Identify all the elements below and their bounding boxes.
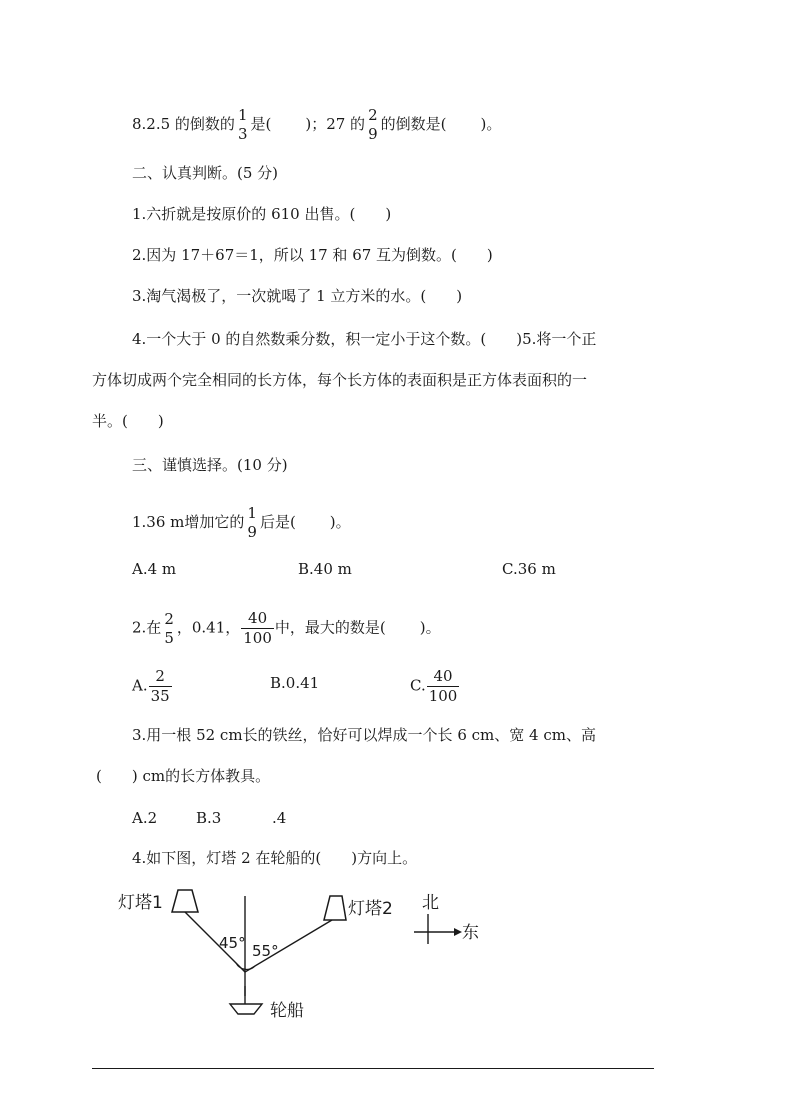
q8-fraction-1-num: 1: [237, 106, 248, 124]
s2-item-4-end: 半。( ): [92, 412, 164, 430]
s3-q2-option-a-prefix: A.: [132, 676, 148, 695]
s3-q1-post-b: )。: [329, 513, 351, 531]
q8-text-2: 是(: [250, 115, 272, 133]
section3-heading: 三、谨慎选择。(10 分): [132, 456, 288, 474]
q8-fraction-1-den: 3: [237, 125, 248, 143]
s3-q2-post-b: )。: [419, 618, 441, 637]
q8-fraction-1: [236, 108, 250, 142]
s3-q3-option-a[interactable]: A.2: [132, 809, 158, 827]
lighthouse2-icon: [324, 896, 346, 920]
q8-text-3: )；27 的: [305, 115, 366, 133]
north-label: 北: [422, 893, 439, 913]
q8-text-4: 的倒数是(: [380, 115, 447, 133]
ship-icon: [230, 1004, 262, 1014]
s3-q2-fraction-1-num: 2: [164, 609, 174, 628]
s3-q2-fraction-2: [241, 611, 274, 646]
q8-fraction-2: [366, 108, 380, 142]
s3-q2-option-c[interactable]: [410, 669, 460, 704]
s3-q2-pre: 2.在: [132, 618, 162, 637]
section2-heading: 二、认真判断。(5 分): [132, 164, 279, 182]
s3-q2-post-a: 中，最大的数是(: [274, 618, 386, 637]
s3-q2-fraction-2-num: 40: [248, 609, 268, 627]
s2-item-4: 4.一个大于 0 的自然数乘分数，积一定小于这个数。( )5.将一个正: [132, 330, 597, 348]
east-label: 东: [462, 923, 479, 943]
ship-label: 轮船: [270, 1001, 304, 1021]
s3-q1-pre: 1.36 m增加它的: [132, 513, 245, 531]
lighthouse1-label: 灯塔1: [118, 893, 163, 913]
q8-fraction-2-den: 9: [368, 125, 378, 143]
s3-q2-mid: ，0.41，: [176, 618, 241, 637]
s3-q3-option-b[interactable]: B.3: [196, 809, 222, 827]
s3-q2-option-a-fraction: [149, 669, 172, 704]
lighthouse2-label: 灯塔2: [348, 899, 393, 919]
s2-item-4-cont: 方体切成两个完全相同的长方体，每个长方体的表面积是正方体表面积的一: [92, 371, 588, 389]
s3-q2-fraction-2-den: 100: [243, 629, 272, 647]
s3-q2-option-a[interactable]: [132, 669, 173, 704]
compass-arrow-icon: [454, 928, 462, 936]
lighthouse1-icon: [172, 890, 198, 912]
s3-q1-fraction: [245, 506, 259, 540]
s3-q2-fraction-1: [162, 609, 176, 647]
s3-q2-option-c-prefix: C.: [410, 676, 426, 695]
angle2-label: 55°: [252, 942, 279, 960]
s3-q2-option-a-den: 35: [150, 687, 170, 705]
s3-q1-post-a: 后是(: [259, 513, 296, 531]
s3-q2-option-c-den: 100: [428, 687, 458, 705]
s3-q1: [132, 506, 351, 540]
s3-q2: [132, 611, 441, 646]
s2-item-2: 2.因为 17＋67＝1，所以 17 和 67 互为倒数。( ): [132, 246, 493, 264]
s3-q2-option-b[interactable]: B.0.41: [270, 674, 320, 692]
q8-line: [132, 108, 501, 142]
s2-item-3: 3.淘气渴极了，一次就喝了 1 立方米的水。( ): [132, 287, 463, 305]
s3-q3-line1: 3.用一根 52 cm长的铁丝，恰好可以焊成一个长 6 cm、宽 4 cm、高: [132, 726, 596, 744]
s2-item-1: 1.六折就是按原价的 610 出售。( ): [132, 205, 392, 223]
q8-text-1: 8.2.5 的倒数的: [132, 115, 235, 133]
q8-text-5: )。: [480, 115, 502, 133]
s3-q3-line2: ( ) cm的长方体教具。: [96, 767, 271, 785]
s3-q3-option-c[interactable]: .4: [272, 809, 287, 827]
angle1-label: 45°: [219, 934, 246, 952]
s3-q1-option-b[interactable]: B.40 m: [298, 560, 352, 578]
lighthouse-diagram: [100, 878, 500, 1028]
s3-q1-fraction-den: 9: [247, 523, 257, 541]
s3-q4-text: 4.如下图，灯塔 2 在轮船的( )方向上。: [132, 849, 418, 867]
q8-fraction-2-num: 2: [368, 106, 378, 124]
s3-q1-fraction-num: 1: [247, 504, 257, 522]
s3-q1-option-a[interactable]: A.4 m: [132, 560, 177, 578]
footer-divider: [92, 1068, 654, 1069]
s3-q2-option-c-num: 40: [433, 667, 453, 685]
s3-q2-option-a-num: 2: [155, 667, 165, 685]
s3-q2-fraction-1-den: 5: [164, 628, 174, 647]
s3-q1-option-c[interactable]: C.36 m: [502, 560, 556, 578]
s3-q2-option-c-fraction: [427, 669, 460, 704]
